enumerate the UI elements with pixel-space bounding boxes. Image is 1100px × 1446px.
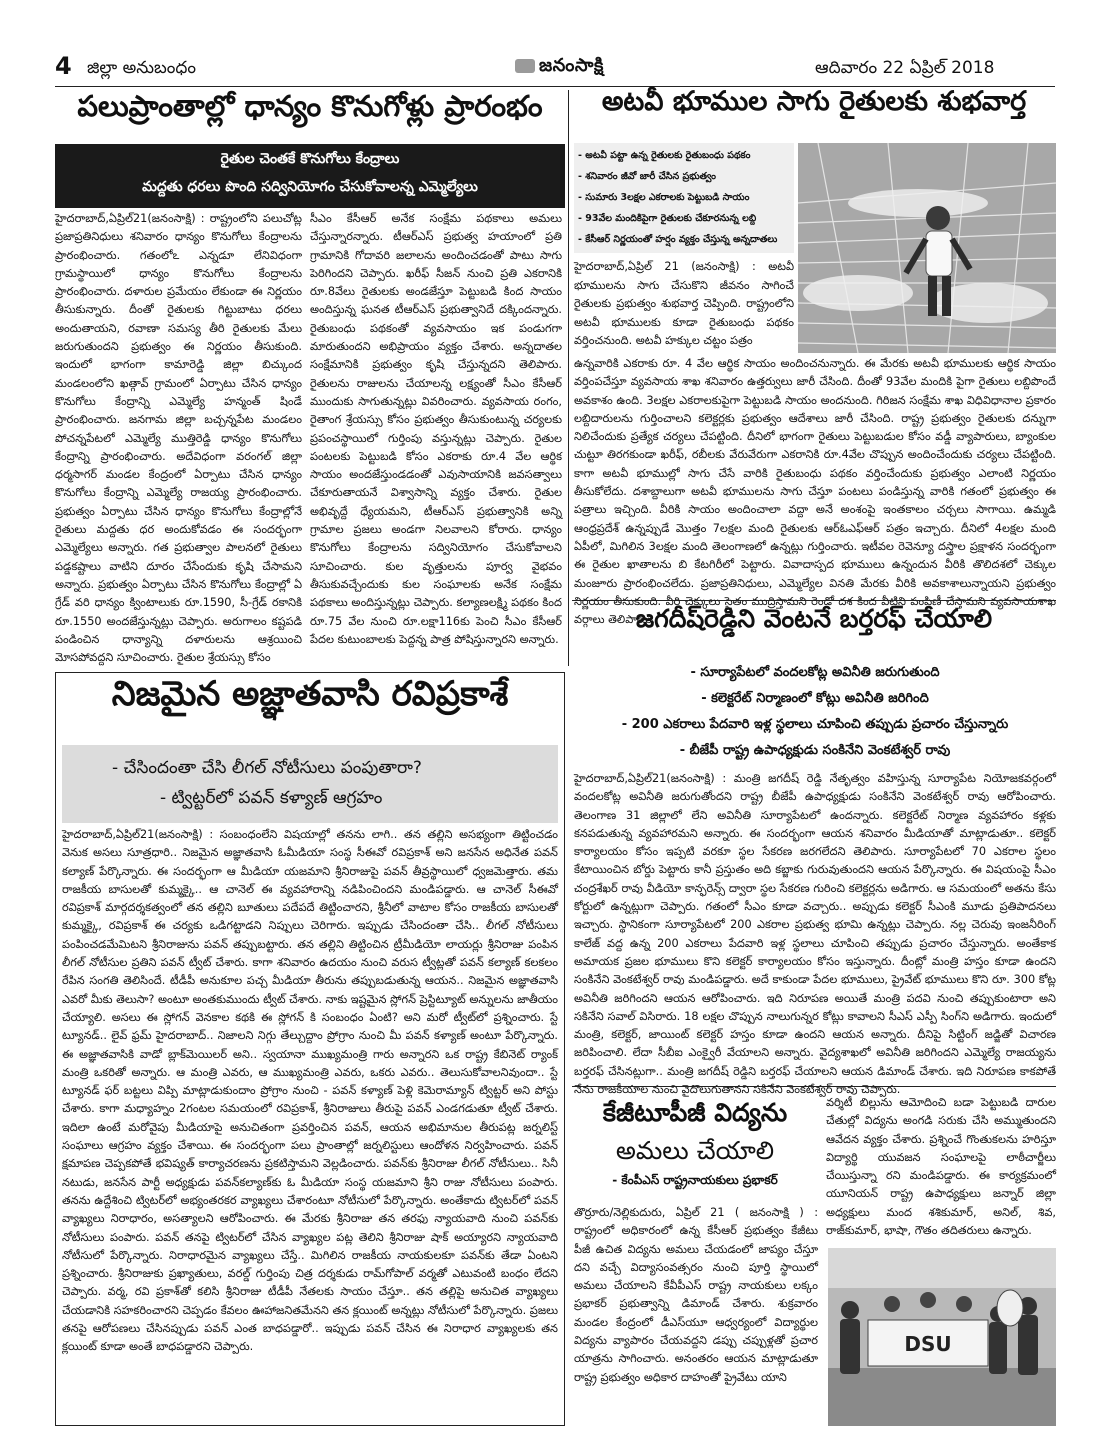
kg-headline-1: కేజీటూపీజీ విద్యను [602, 1098, 788, 1127]
grain-headline: పలుప్రాంతాల్లో ధాన్యం కొనుగోళ్లు ప్రారంభం [77, 89, 543, 123]
jagadish-deks [574, 660, 1056, 768]
jagadish-dek: - సూర్యాపేటలో వందలకోట్ల అవినీతి జరుగుతుంది [690, 665, 940, 680]
forest-bullet: - 93వేల మందికిపైగా రైతులకు చేకూరనున్న లబ్ది [578, 213, 757, 224]
jagadish-dek: - 200 ఎకరాలు పేదవారి ఇళ్ల స్థలాలు చూపించి తప్పుడు ప్రచారం చేస్తున్నారు [621, 717, 1009, 732]
forest-bullet: - సుమారు 3లక్షల ఎకరాలకు పెట్టుబడి సాయం [578, 192, 750, 203]
kg-body-right: వర్శిటీ బిల్లును ఆమోదించి బడా పెట్టుబడి దారుల చేతుల్లో విద్యను అంగడి సరుకు చేసి అమ్ముతుందని ఆవేదన వ్యక్తం చేశారు. ప్రశ్నించే గొంతుకలను హరిస్తూ విద్యార్థి యువజన సంఘాలపై లాఠీచార్జీలు చేయిస్తున్నా రని మండిపడ్డారు. ఈ కార్యక్రమంలో యూనియన్ రాష్ట్ర ఉపాధ్యక్షులు జన్నార్ జిల్లా అధ్యక్షులు మంద శశికుమార్, అనిల్, శివ, రాజ్‌కుమార్, భాషా, గౌతం తదితరులు ఉన్నారు. [826, 1096, 1056, 1238]
grain-dek-2: మద్దతు ధరలు పొంది సద్వినియోగం చేసుకోవాలన్న ఎమ్మెల్యేలు [142, 179, 478, 195]
farmer-field-image [798, 143, 1056, 353]
grain-dek-box [55, 144, 565, 208]
rally-image [828, 1248, 1056, 1426]
kg-headline-2: అమలు చేయాలి [615, 1136, 775, 1165]
jagadish-headline: జగదీష్‌రెడ్డిని వెంటనే బర్తరఫ్ చేయాలి [635, 604, 993, 633]
page-number: 4 [55, 52, 72, 80]
ravi-dek-1: - చేసిందంతా చేసి లీగల్ నోటీసులు పంపుతారా? [112, 758, 422, 778]
forest-bullets [574, 143, 794, 253]
forest-bullet: - అటవీ పట్టా ఉన్న రైతులకు రైతుబంధు పథకం [578, 150, 751, 161]
section-title: జిల్లా అనుబంధం [87, 58, 197, 78]
paper-logo [515, 55, 604, 80]
grain-dek-1: రైతుల చెంతకే కొనుగోలు కేంద్రాలు [220, 151, 400, 167]
grain-body-col2: సీఎం కేసీఆర్ అనేక సంక్షేమ పథకాలు అమలు చేస్తున్నారన్నారు. టీఆర్ఎస్ ప్రభుత్వ హయాంలో ప్రతి గ్రామానికి గోదావరి జలాలను అందించడంతో పాటు సాగు పెరిగిందని చెప్పారు. ఖరీఫ్ సీజన్ నుంచి ప్రతి ఎకరానికి రూ.8వేలు రైతులకు అండజేస్తూ పెట్టుబడి కింద సాయం అందిస్తున్న ఘనత టీఆర్ఎస్ ప్రభుత్వానిదే దక్కిందన్నారు. రైతుబంధు పథకంతో వ్యవసాయం ఇక పండుగగా మారుతుందని అభిప్రాయం వ్యక్తం చేశారు. అన్నదాతల సంక్షేమానికి ప్రభుత్వం కృషి చేస్తున్నదని తెలిపారు. రైతులను రాజులను చేయాలన్న లక్ష్యంతో సీఎం కేసీఆర్ ముందుకు సాగుతున్నట్లు వివరించారు. వ్యవసాయ రంగం, రైతాంగ శ్రేయస్సు కోసం ప్రభుత్వం తీసుకుంటున్న చర్యలకు ప్రపంచస్థాయిలో గుర్తింపు వస్తున్నట్లు చెప్పారు. రైతుల పంటలకు పెట్టుబడి కోసం ఎకరాకు రూ.4 వేల ఆర్థిక సాయం అందజేస్తుండడంతో ఎవుసాయానికి జవసత్వాలు చేకూరుతాయనే విశ్వాసాన్ని వ్యక్తం చేశారు. రైతుల అభివృద్దే ధ్యేయమని, టీఆర్ఎస్ ప్రభుత్వానికి అన్ని గ్రామాల ప్రజలు అండగా నిలవాలని కోరారు. ధాన్యం కొనుగోలు కేంద్రాలను సద్వినియోగం చేసుకోవాలని సూచించారు. కుల వృత్తులను పూర్వ వైభవం తీసుకువచ్చేందుకు కుల సంఘాలకు అనేక సంక్షేమ పథకాలు అందిస్తున్నట్లు చెప్పారు. కల్యాణలక్ష్మి పథకం కింద రూ.75 వేల నుంచి రూ.లక్షా116కు పెంచి సీఎం కేసీఆర్ పేదల కుటుంబాలకు పెద్దన్న పాత్ర పోషిస్తున్నారని అన్నారు. [310, 212, 562, 646]
logo-icon [515, 59, 535, 73]
forest-lead: హైదరాబాద్,ఏప్రిల్ 21 (జనంసాక్షి) : అటవీ భూములను సాగు చేసుకొని జీవనం సాగించే రైతులకు ప్రభుత్వం శుభవార్త చెప్పింది. రాష్ట్రంలోని అటవీ భూములకు కూడా రైతుబంధు పథకం వర్తించనుంది. అటవీ హక్కుల చట్టం పత్రం [574, 260, 794, 347]
rule-forest-bottom [572, 600, 1056, 601]
issue-date: ఆదివారం 22 ఏప్రిల్ 2018 [815, 58, 995, 78]
forest-bullet: - శనివారం జీవో జారీ చేసిన ప్రభుత్వం [578, 171, 716, 182]
forest-body: ఉన్నవారికి ఎకరాకు రూ. 4 వేల ఆర్థిక సాయం అందించనున్నారు. ఈ మేరకు అటవీ భూములకు ఆర్థిక సాయం వర్తింపచేస్తూ వ్యవసాయ శాఖ శనివారం ఉత్తర్వులు జారీ చేసింది. దీంతో 93వేల మందికి పైగా రైతులు లబ్దిపొందే అవకాశం ఉంది. 3లక్షల ఎకరాలకుపైగా పెట్టుబడి సాయం అందనుంది. గిరిజన సంక్షేమ శాఖ విధివిధానాల ప్రకారం లబ్దిదారులను గుర్తించాలని కలెక్టర్లకు ప్రభుత్వం ఆదేశాలు జారీ చేసింది. రాష్ట్ర ప్రభుత్వం రైతులకు దన్నుగా నిలిచేందుకు ప్రత్యేక చర్యలు చేపట్టింది. దీనిలో భాగంగా రైతులు పెట్టుబడుల కోసం వడ్డీ వ్యాపారులు, బ్యాంకుల చుట్టూ తిరగకుండా ఖరీఫ్, రబీలకు వేరువేరుగా ఎకరానికి రూ.4వేల చొప్పున అందించేందుకు చర్యలు చేపట్టింది. కాగా అటవీ భూముల్లో సాగు చేసే వారికి రైతుబంధు పథకం వర్తించేందుకు ప్రభుత్వం ఎలాంటి నిర్ణయం తీసుకోలేదు. దశాబ్దాలుగా అటవీ భూములను సాగు చేస్తూ పంటలు పండిస్తున్న వారికి గతంలో ప్రభుత్వం ఈ పత్రాలు ఇచ్చింది. వీరికి సాయం అందించాలా వద్దా అనే అంశంపై ఇంతకాలం చర్చలు సాగాయి. ఉమ్మడి ఆంధ్రప్రదేశ్ ఉన్నప్పుడే మొత్తం 7లక్షల మంది రైతులకు ఆర్ఓఎఫ్ఆర్ పత్రం ఇచ్చారు. దీనిలో 4లక్షల మంది ఏపీలో, మిగిలిన 3లక్షల మంది తెలంగాణలో ఉన్నట్లు గుర్తించారు. ఇటీవల రెవెన్యూ దస్త్రాల ప్రక్షాళన సందర్భంగా ఈ రైతుల ఖాతాలను బి కేటగిరీలో పెట్టారు. వివాదాస్పద భూములు ఉన్నందున వీరికి తొలిదశలో చెక్కుల మంజూరు ప్రారంభించలేదు. ప్రజాప్రతినిధులు, ఎమ్మెల్యేల వినతి మేరకు వీరికి అవకాశాలున్నాయని ప్రభుత్వం నిర్ణయం తీసుకుంది. వీరి చెక్కులు సైతం ముద్రిస్తామని రెండో దశ కింద వీటిని పంపిణీ చేస్తామని వ్యవసాయశాఖ వర్గాలు తెలిపాయి. [574, 357, 1057, 627]
forest-photo [798, 143, 1056, 353]
jagadish-dek: - బీజేపీ రాష్ట్ర ఉపాధ్యక్షుడు సంకినేని వెంకటేశ్వర్ రావు [679, 743, 951, 758]
kg-photo [828, 1248, 1056, 1426]
rule-jagadish-bottom [572, 1086, 1056, 1087]
masthead [55, 52, 1055, 84]
banner-text: DSU [904, 1332, 952, 1356]
ravi-dek-2: - ట్విట్టర్‌లో పవన్ కళ్యాణ్ ఆగ్రహం [160, 788, 383, 808]
grain-body-col1: హైదరాబాద్,ఏప్రిల్21(జనంసాక్షి) : రాష్ట్రంలోని పలుచోట్ల ప్రజాప్రతినిధులు శనివారం ధాన్యం కొనుగోలు కేంద్రాలను ప్రారంభించారు. గతంలోఽ ఎన్నడూ లేనివిధంగా గ్రామస్థాయిలో ధాన్యం కొనుగోలు కేంద్రాలను ప్రారంభించారు. దళారుల ప్రమేయం లేకుండా ఈ నిర్ణయం తీసుకున్నారు. దీంతో రైతులకు గిట్టుబాటు ధరలు అందుతాయని, రవాణా సమస్య తీరి రైతులకు మేలు జరుగుతుందని ప్రభుత్వం ఈ నిర్ణయం తీసుకుంది. ఇందులో భాగంగా కామారెడ్డి జిల్లా బిచ్కుంద మండలంలోని ఖత్గావ్ గ్రామంలో ఏర్పాటు చేసిన ధాన్యం కొనుగోలు కేంద్రాన్ని ఎమ్మెల్యే హన్మంత్ షిండే ప్రారంభించారు. జనగామ జిల్లా బచ్చన్నపేట మండలం పోచన్నపేటలో ఎమ్మెల్యే ముత్తిరెడ్డి ధాన్యం కొనుగోలు కేంద్రాన్ని ప్రారంభించారు. అదేవిధంగా వరంగల్ జిల్లా ధర్మసాగర్ మండల కేంద్రంలో ఏర్పాటు చేసిన ధాన్యం కొనుగోలు కేంద్రాన్ని ఎమ్మెల్యే రాజయ్య ప్రారంభించారు. ప్రభుత్వం ఏర్పాటు చేసిన ధాన్యం కొనుగోలు కేంద్రాల్లోనే రైతులు మద్దతు ధర అందుకోవడం ఈ సందర్భంగా ఎమ్మెల్యేలు అన్నారు. గత ప్రభుత్వాల పాలనలో రైతులు పడ్డకష్టాలు వాటిని దూరం చేసేందుకు కృషి చేసామని అన్నారు. ప్రభుత్వం ఏర్పాటు చేసిన కొనుగోలు కేంద్రాల్లో ఏ గ్రేడ్ వరి ధాన్యం క్వింటాలుకు రూ.1590, సీ-గ్రేడ్ రకానికి రూ.1550 అందజేస్తున్నట్లు చెప్పారు. అరుగాలం కష్టపడి పండించిన ధాన్యాన్ని దళారులను ఆశ్రయించి మోసపోవద్దని సూచించారు. రైతుల శ్రేయస్సు కోసం [55, 212, 302, 665]
kg-headline-block [572, 1094, 818, 1202]
ravi-headline: నిజమైన అజ్ఞాతవాసి రవిప్రకాశే [111, 674, 509, 714]
column-rule-top [568, 90, 569, 666]
ravi-dek-box [62, 745, 558, 823]
forest-bullet: - కేసీఆర్ నిర్ణయంతో హర్షం వ్యక్తం చేస్తున్న అన్నదాతలు [578, 234, 778, 245]
jagadish-body: హైదరాబాద్,ఏప్రిల్21(జనంసాక్షి) : మంత్రి జగదీష్ రెడ్డి నేతృత్వం వహిస్తున్న సూర్యాపేట నియోజకవర్గంలో వందలకోట్ల అవినీతి జరుగుతోందని రాష్ట్ర బీజేపీ ఉపాధ్యక్షుడు సంకినేని వెంకటేశ్వర్ రావు ఆరోపించారు. తెలంగాణ 31 జిల్లాలో లేని అవినీతి సూర్యాపేటలో ఉందన్నారు. కలెక్టరేట్ నిర్మాణ వ్యవహారం కళ్లకు కనపడుతున్న వ్యవహారమని అన్నారు. ఈ సందర్భంగా ఆయన శనివారం మీడియాతో మాట్లాడుతూ.. కలెక్టర్ కార్యాలయం కోసం ఇప్పటి వరకూ స్థల సేకరణ జరగలేదని తెలిపారు. సూర్యాపేటలో 70 ఎకరాల స్థలం కేటాయించిన బోర్డు పెట్టారు కానీ ప్రస్తుతం అది కబ్జాకు గురువుతుందని ఆయన పేర్కొన్నారు. ఈ విషయంపై సీఎం చంద్రశేఖర్ రావు వీడియో కాన్ఫరెన్స్ ద్వారా స్థల సేకరణ గురించి కలెక్టర్లను అడిగారు. ఆ సమయంలో అతను కేసు కోర్టులో ఉన్నట్లుగా చెప్పారు. గతంలో సీఎం కూడా వచ్చారు.. అప్పుడు కలెక్టర్ సీఎంకి మూడు ప్రతిపాదనలు ఇచ్చారు. స్థానికంగా సూర్యాపేటలో 200 ఎకరాల ప్రభుత్వ భూమి ఉన్నట్లు చెప్పారు. నల్ల చెరువు ఇంజనీరింగ్ కాలేజ్ వద్ద ఉన్న 200 ఎకరాలు పేదవారి ఇళ్ల స్థలాలు చూపించి తప్పుడు ప్రచారం చేస్తున్నారు. అంతేకాక అమాయక ప్రజల భూములు కొని కలెక్టర్ కార్యాలయం కోసం ఇస్తున్నారు. దీంట్లో మంత్రి హస్తం కూడా ఉందని సంకినేని వెంకటేశ్వర్ రావు మండిపడ్డారు. అదే కాకుండా పేదల భూములు, ప్రైవేట్ భూములు కొని రూ. 300 కోట్ల అవినీతి జరిగిందని ఆయన ఆరోపించారు. ఇది నిరూపణ అయితే మంత్రి పదవి నుంచి తప్పుకుంటారా అని సకినేని సవాల్ విసిరారు. 18 లక్షల చొప్పున నాలుగున్నర కోట్లు కావాలని సీఎస్ ఎస్పీ సింగ్‌ని అడిగారు. ఇందులో మంత్రి, కలెక్టర్, జాయింట్ కలెక్టర్ హస్తం కూడా ఉందని ఆయన అన్నారు. దీనిపై సిట్టింగ్ జడ్జితో విచారణ జరిపించాలి. లేదా సీబీఐ ఎంక్వైరీ వేయాలని అన్నారు. వైద్యశాఖలో అవినీతి జరిగిందని ఎమ్మెల్యే రాజయ్యను బర్తరఫ్ చేసినట్లుగా.. మంత్రి జగదీష్ రెడ్డిని బర్తరఫ్ చేయాలని ఆయన డిమాండ్ చేశారు. ఇది నిరూపణ కాకపోతే నేను రాజకీయాల నుంచి వైదొలుగుతానని సకినేని వెంకటేశ్వర్ రావు చెప్పారు. [574, 772, 1056, 1097]
paper-name: జనంసాక్షి [539, 55, 604, 76]
jagadish-dek: - కలెక్టరేట్ నిర్మాణంలో కోట్లు అవినీతి జరిగింది [701, 691, 929, 706]
kg-dek: - కేంపీఎస్ రాష్ట్రనాయకులు ప్రభాకర్ [612, 1173, 778, 1187]
forest-headline: అటవీ భూముల సాగు రైతులకు శుభవార్త [601, 86, 1027, 117]
ravi-body: హైదరాబాద్,ఏప్రిల్21(జనంసాక్షి) : సంబంధంలేని విషయాల్లో తనను లాగి.. తన తల్లిని అసభ్యంగా తిట్టించడం వెనుక అసలు సూత్రధారి.. నిజమైన అజ్ఞాతవాసి ఓమీడియా సంస్థ సీఈవో రవిప్రకాశ్ అని జనసేన అధినేత పవన్ కల్యాణ్ పేర్కొన్నారు. ఈ సందర్భంగా ఆ మీడియా యజమాని శ్రీనిరాజుపై పవన్ తీవ్రస్థాయిలో ధ్వజమెత్తారు. తమ రాజకీయ బాసులతో కుమ్మక్కై.. ఆ చానెల్ ఈ వ్యవహారాన్ని నడిపించిందని మండిపడ్డారు. ఆ చానెల్ సీఈవో రవిప్రకాశ్ మార్గదర్శకత్వంలో తన తల్లిని బూతులు పదేపదే తిట్టించారని, శ్రీనీలో వాటాల కోసం రాజకీయ బాసులతో కుమ్మక్కై, రవిప్రకాశ్ ఈ చర్యకు ఒడిగట్టాడని నిప్పులు చెరిగారు. ఇప్పుడు చేసిందంతా చేసి.. లీగల్ నోటీసులు పంపించడమేమిటని శ్రీనిరాజును పవన్ తప్పుబట్టారు. తన తల్లిని తిట్టించిన ట్రీమీడియో లాయర్లు శ్రీనిరాజు పంపిన లీగల్ నోటీసుల ప్రతిని పవన్ ట్వీట్ చేశారు. కాగా శనివారం ఉదయం నుంచి వరుస ట్వీట్లతో పవన్ కల్యాణ్ కలకలం రేపిన సంగతి తెలిసిందే. టీడీపీ అనుకూల పచ్చ మీడియా తీరును తప్పుబడుతున్న ఆయన.. నిజమైన అజ్ఞాతవాసి ఎవరో మీకు తెలుసా? అంటూ అంతకుముందు ట్వీట్ చేశారు. నాకు ఇష్టమైన స్లోగన్ ప్రెస్టిట్యూట్ అన్నులను జాతీయం చేయ్యాలి. అసలు ఈ స్లోగన్ వెనకాల కథకి ఈ స్లోగన్ కి సంబంధం ఏంటి? అని మరో ట్వీట్‌లో ప్రశ్నించారు. స్టే ట్యూనడ్.. లైవ్ ఫ్రమ్ హైదరాబాద్.. నిజాలని నిగ్గు తేల్చుద్దాం ప్రోగ్రాం నుంచి మీ పవన్ కళ్యాణ్ అంటూ పేర్కొన్నారు. ఈ అజ్ఞాతవాసికి వాడో బ్లాక్‌మెయిలర్ అని.. స్వయానా ముఖ్యమంత్రి గారు అన్నారని ఒక రాష్ట్ర కేబినెట్ ర్యాంక్ మంత్రి ఒకరితో అన్నారు. ఆ మంత్రి ఎవరు, ఆ ముఖ్యమంత్రి ఎవరు, ఒకరు ఎవరు.. తెలుసుకోవాలనివుందా.. స్టే ట్యూనడ్ ఫర్ బట్టలు విప్పి మాట్లాడుకుందాం ప్రోగ్రాం నుంచి - పవన్ కళ్యాణ్ పెళ్లి కెమెరామ్యాన్ ట్విట్టర్ అని పోస్టు చేశారు. కాగా మధ్యాహ్నం 2గంటల సమయంలో రవిప్రకాశ్, శ్రీనిరాజులు తీరుపై పవన్ ఎండగడుతూ ట్వీట్ చేశారు. ఇదిలా ఉంటే మరోవైపు మీడియాపై అనుచితంగా ప్రవర్తించిన పవన్, ఆయన అభిమానుల తీరుపట్ల జర్నలిస్ట్ సంఘాలు ఆగ్రహం వ్యక్తం చేశాయి. ఈ సందర్భంగా పలు ప్రాంతాల్లో జర్నలిస్టులు ఆందోళన నిర్వహించారు. పవన్ క్షమాపణ చెప్పకపోతే భవిష్యత్ కార్యాచరణను ప్రకటిస్తామని వెల్లడించారు. పవన్‌కు శ్రీనిరాజు లీగల్ నోటీసులు.. సినీ నటుడు, జనసేన పార్టీ అధ్యక్షుడు పవన్‌కల్యాణ్‌కు ఓ మీడియా సంస్థ యజమాని శ్రీని రాజు నోటీసులు పంపారు. తనను ఉద్దేశించి ట్విటర్‌లో అభ్యంతరకర వ్యాఖ్యలు చేశారంటూ నోటీసులో పేర్కొన్నారు. అంతేకాదు ట్విటర్‌లో పవన్ వ్యాఖ్యలు నిరాధారం, అసత్యాలని ఆరోపించారు. ఈ మేరకు శ్రీనిరాజు తన తరఫు న్యాయవాది నుంచి పవన్‌కు నోటీసులు పంపారు. పవన్ తనపై ట్విటర్‌లో చేసిన వ్యాఖ్యల పట్ల తెలిని శ్రీనిరాజు షాక్ అయ్యారని న్యాయవాది నోటీసులో పేర్కొన్నారు. నిరాధారమైన వ్యాఖ్యలు చేస్తే.. మిగిలిన రాజకీయ నాయకులకూ పవన్‌కు తేడా ఏంటని ప్రశ్నించారు. శ్రీనిరాజుకు ప్రఖ్యాతులు, వరల్డ్ గుర్తింపు చిత్ర దర్శకుడు రామ్‌గోపాల్ వర్మతో ఎటువంటి బంధం లేదని చెప్పారు. వర్మ, రవి ప్రకాశ్‌తో కలిసి శ్రీనిరాజు టీడీపీ నేతలకు సాయం చేస్తూ.. తన తల్లిపై అనుచిత వ్యాఖ్యలు చేయడానికి సహకరించారని చెప్పడం కేవలం ఊహాజనితమేనని తన క్లయింట్ అన్నట్లు నోటీసులో పేర్కొన్నారు. ప్రజలు తనపై ఆరోపణలు చేసినప్పుడు పవన్ ఎంత బాధపడ్డారో.. ఇప్పుడు పవన్ చేసిన ఈ నిరాధార వ్యాఖ్యలకు తన క్లయింట్ కూడా అంతే బాధపడ్డారని చెప్పారు. [62, 828, 558, 1354]
kg-body-left: తొర్రూరు/నెల్లికుదురు, ఏప్రిల్ 21 ( జనంసాక్షి ) : రాష్ట్రంలో అధికారంలో ఉన్న కేసీఆర్ ప్రభుత్వం కేజీటు పీజీ ఉచిత విద్యను అమలు చేయడంలో జాప్యం చేస్తూ దని వచ్చే విద్యాసంవత్సరం నుంచి పూర్తి స్థాయిలో అమలు చేయాలని కేవీపీఎస్ రాష్ట్ర నాయకులు లక్కం ప్రభాకర్ ప్రభుత్వాన్ని డిమాండ్ చేశారు. శుక్రవారం మండల కేంద్రంలో డీఎస్‌యూ ఆధ్వర్యంలో విద్యార్థుల విద్యను వ్యాపారం చేయవద్దని డప్పు చప్పుళ్లతో ప్రచార యాత్రను సాగించారు. అనంతరం ఆయన మాట్లాడుతూ రాష్ట్ర ప్రభుత్వం అధికార దాహంతో ప్రైవేటు యాని [574, 1206, 818, 1384]
